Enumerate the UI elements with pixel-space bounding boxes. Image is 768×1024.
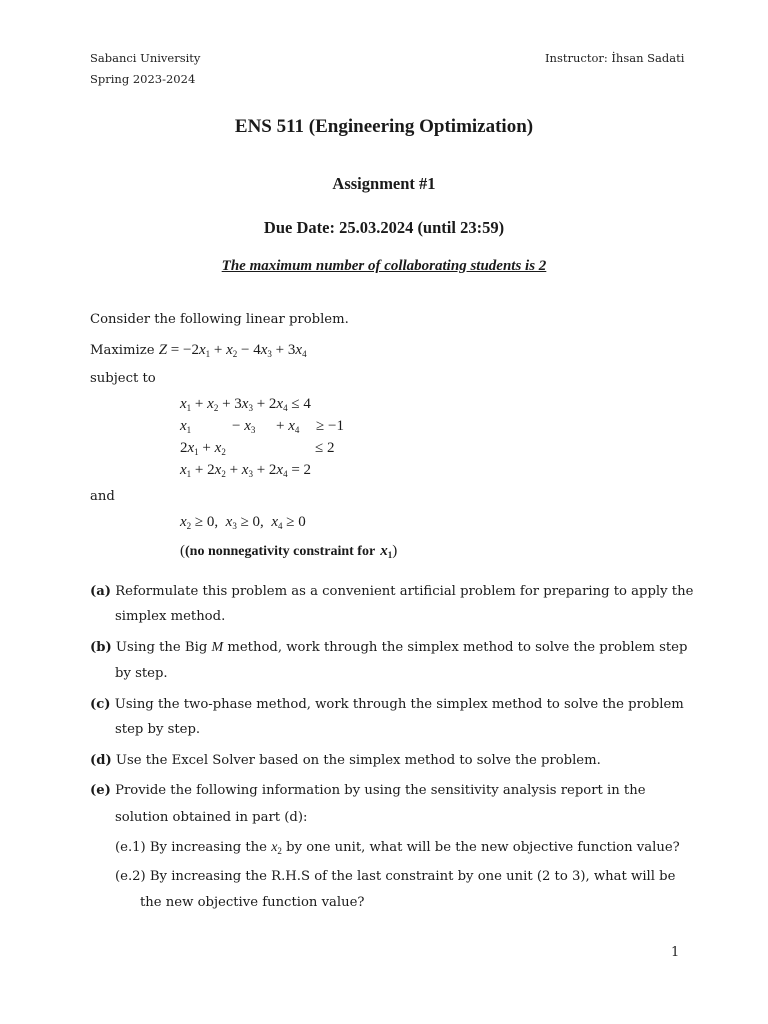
and-label: and — [90, 489, 115, 504]
collaboration-note: The maximum number of collaborating students is 2 — [221, 258, 547, 274]
nonnegativity-note: ((no nonnegativity constraint for $x_1$) — [180, 543, 398, 560]
constraint-2: $x_1$ − $x_3$ + $x_4$ ≥ −1 — [180, 418, 344, 435]
part-e1: (e.1) By increasing the $x_2$ by one unit, what will be the new objective function value? — [115, 840, 680, 856]
intro-text: Consider the following linear problem. — [90, 312, 349, 327]
part-c: (c) Using the two-phase method, work through the simplex method to solve the problem — [90, 697, 684, 712]
objective-function: $Z = -2x_1 + x_2 - 4x_3 + 3x_4$ — [158, 342, 307, 359]
subject-to-label: subject to — [90, 371, 156, 386]
page-number: 1 — [671, 945, 680, 960]
part-b-cont: by step. — [115, 666, 168, 681]
part-e-cont: solution obtained in part (d): — [115, 810, 308, 825]
constraint-4: $x_1 + 2x_2 + x_3 + 2x_4 = 2$ — [180, 462, 312, 479]
part-a-cont: simplex method. — [115, 609, 226, 624]
part-e2-cont: the new objective function value? — [140, 895, 365, 910]
part-b: (b) Using the Big M method, work through the simplex method to solve the problem step — [90, 640, 688, 655]
header-instructor: Instructor: İhsan Sadati — [545, 51, 685, 65]
assignment-title: Assignment #1 — [332, 174, 436, 193]
due-date: Due Date: 25.03.2024 (until 23:59) — [263, 218, 505, 237]
constraint-1: $x_1 + x_2 + 3x_3 + 2x_4 \le 4$ — [180, 396, 311, 413]
part-c-cont: step by step. — [115, 722, 201, 737]
part-e: (e) Provide the following information by using the sensitivity analysis report in the — [90, 783, 646, 798]
nonnegativity-constraints: $x_2 \ge 0$, $x_3 \ge 0$, $x_4 \ge 0$ — [180, 514, 306, 531]
objective-line — [90, 341, 307, 360]
maximize-label: Maximize — [90, 343, 155, 358]
part-a: (a) Reformulate this problem as a convenient artificial problem for preparing to apply the — [90, 584, 694, 599]
course-title: ENS 511 (Engineering Optimization) — [234, 116, 534, 137]
header-semester: Spring 2023-2024 — [90, 72, 196, 86]
part-d: (d) Use the Excel Solver based on the simplex method to solve the problem. — [90, 753, 601, 768]
part-e2: (e.2) By increasing the R.H.S of the last constraint by one unit (2 to 3), what will be — [115, 869, 676, 884]
constraint-3: $2x_1 + x_2$ ≤ 2 — [180, 440, 335, 457]
header-university: Sabanci University — [90, 51, 201, 65]
